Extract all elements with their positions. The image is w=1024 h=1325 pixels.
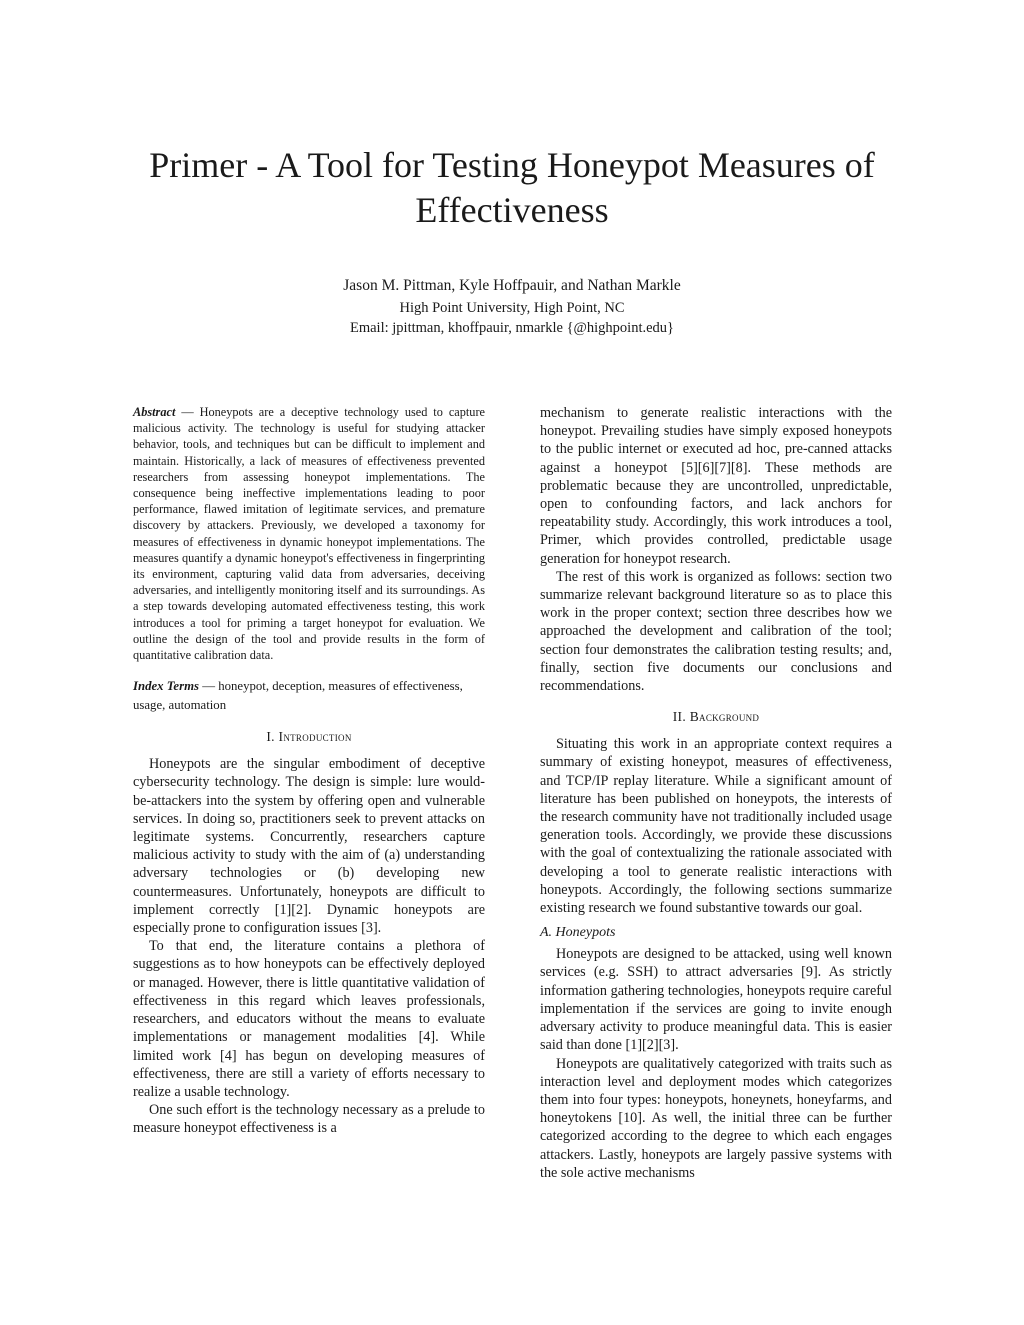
background-paragraph-2: Honeypots are designed to be attacked, using well known services (e.g. SSH) to attract adversaries [9]. As strictly information gathering technologies, honeypots require careful implementation if the services are going to invite enough adversary activity to produce meaningful data. This is easier said than done [1][2][3]. <box>540 946 892 1054</box>
section-heading-background: II. Background <box>672 709 760 725</box>
right-column <box>540 404 892 1182</box>
paper-title: Primer - A Tool for Testing Honeypot Measures of Effectiveness <box>149 145 875 230</box>
subsection-heading-honeypots: A. Honeypots <box>540 925 616 941</box>
intro-paragraph-1: Honeypots are the singular embodiment of deceptive cybersecurity technology. The design is simple: lure would-be-attackers into the system by offering open and vulnerable services. In doing so, practitioners seek to prevent attacks on legitimate systems. Concurrently, researchers capture malicious activity to study with the aim of (a) understanding adversary technologies or (b) developing new countermeasures. Unfortunately, honeypots are difficult to implement correctly [1][2]. Dynamic honeypots are especially prone to configuration issues [3]. <box>133 756 485 937</box>
left-column <box>133 404 485 1138</box>
background-paragraph-1: Situating this work in an appropriate context requires a summary of existing honeypot, measures of effectiveness, and TCP/IP replay literature. While a significant amount of literature has been published on honeypots, the interests of the research community have not traditionally included usage generation tools. Accordingly, we provide these discussions with the goal of contextualizing the rationale associated with developing a tool to generate realistic interactions with honeypots. Accordingly, the following sections summarize existing research we found substantive towards our goal. <box>540 736 892 917</box>
background-paragraph-3: Honeypots are qualitatively categorized with traits such as interaction level and deployment modes which categorizes them into four types: honeypots, honeynets, honeyfarms, and honeytokens [10]. As well, the initial three can be further categorized according to the degree to which each engages attackers. Lastly, honeypots are largely passive systems with the sole active mechanisms <box>540 1055 892 1181</box>
affiliation: High Point University, High Point, NC <box>399 300 625 316</box>
index-terms <box>133 677 485 715</box>
email-line: Email: jpittman, khoffpauir, nmarkle {@highpoint.edu} <box>349 320 675 336</box>
index-terms-label: Index Terms <box>133 679 200 694</box>
abstract-label: Abstract <box>133 405 176 419</box>
abstract <box>133 404 485 663</box>
abstract-text: Honeypots are a deceptive technology used to capture malicious activity. The technology is useful for studying attacker behavior, tools, and techniques but can be difficult to implement and maintain. Historically, a lack of measures of effectiveness prevented researchers from assessing honeypot implementations. The consequence being ineffective implementations leading to poor performance, flawed imitation of legitimate services, and premature discovery by attackers. Previously, we developed a taxonomy for measures of effectiveness in dynamic honeypot implementations. The measures quantify a dynamic honeypot's effectiveness in fingerprinting its environment, capturing valid data from adversaries, deceiving adversaries, and intelligently monitoring itself and its surroundings. As a step towards developing automated effectiveness testing, this work introduces a tool for priming a target honeypot for evaluation. We outline the design of the tool and provide results in the form of quantitative calibration data. <box>133 405 485 663</box>
index-terms-dash: — <box>199 679 219 694</box>
abstract-dash: — <box>175 405 200 419</box>
index-terms-text: honeypot, deception, measures of effectiveness, usage, automation <box>133 679 463 713</box>
section-heading-introduction: I. Introduction <box>266 729 352 745</box>
intro-paragraph-3-continued: mechanism to generate realistic interactions with the honeypot. Prevailing studies have simply exposed honeypots to the public internet or executed ad hoc, pre-canned attacks against a honeypot [5][6][7][8]. These methods are problematic because they are uncontrolled, unpredictable, open to confounding factors, and lack anchors for repeatability study. Accordingly, this work introduces a tool, Primer, which provides controlled, predictable usage generation for honeypot research. <box>540 405 892 567</box>
intro-paragraph-3: One such effort is the technology necessary as a prelude to measure honeypot effectiveness is a <box>133 1102 485 1137</box>
intro-paragraph-2: To that end, the literature contains a plethora of suggestions as to how honeypots can be effectively deployed or managed. However, there is little quantitative validation of effectiveness in this regard which leaves professionals, researchers, and educators without the means to evaluate implementations or management modalities [4]. While limited work [4] has begun on developing measures of effectiveness, there are still a variety of efforts necessary to realize a usable technology. <box>133 938 485 1100</box>
intro-paragraph-4: The rest of this work is organized as follows: section two summarize relevant background literature so as to place this work in the proper context; section three describes how we approached the development and calibration of the tool; section four demonstrates the calibration testing results; and, finally, section five documents our conclusions and recommendations. <box>540 568 892 695</box>
authors: Jason M. Pittman, Kyle Hoffpauir, and Nathan Markle <box>343 277 681 294</box>
